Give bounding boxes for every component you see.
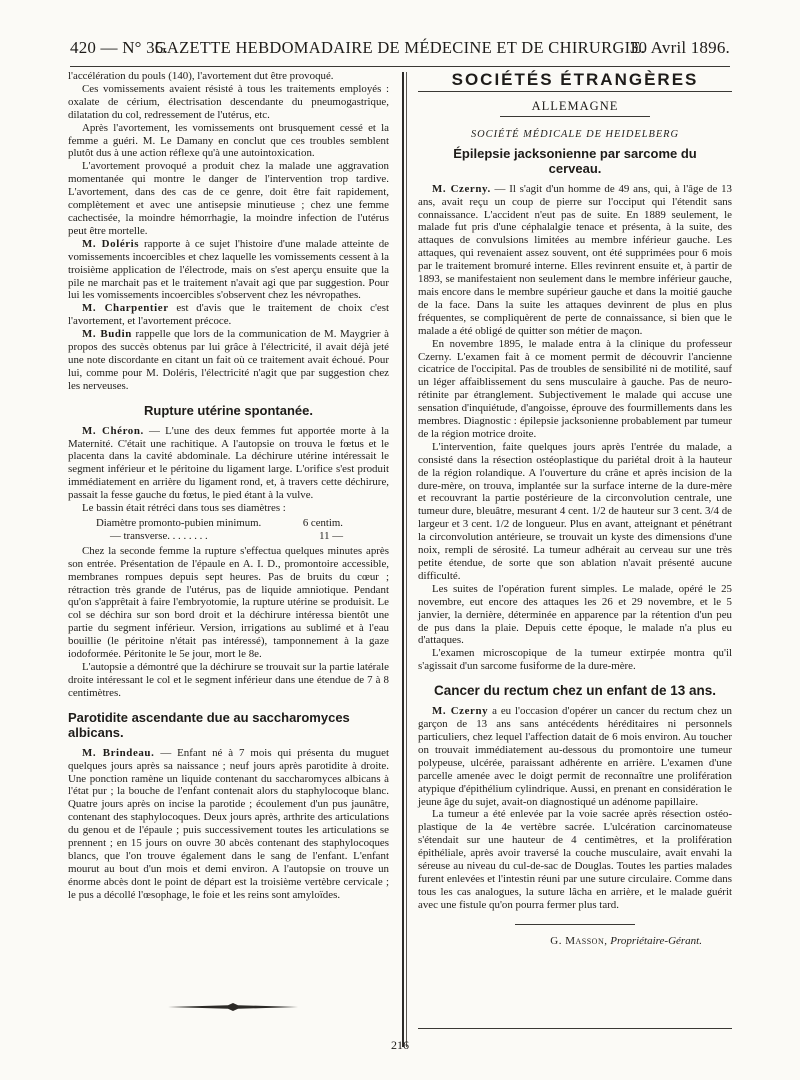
publisher-role: Propriétaire-Gérant. bbox=[607, 934, 702, 947]
paragraph: En novembre 1895, le malade entra à la clinique du professeur Czerny. L'examen fait à ce moment permit de découvrir l'ancienne cicatrice de l'occipital. Pas de troubles de sensibilité ni de motilité, sauf un léger affaiblissement du sens musculaire à gauche. Pas de neuro-rétinite par étranglement. Subjectivement le malade qui accuse une sensation d'inquiétude, d'angoisse, éprouve des fourmillements dans les membres. Diagnostic : épilepsie jacksonienne probablement par tumeur de la région motrice droite. bbox=[418, 337, 732, 440]
paragraph: L'examen microscopique de la tumeur extirpée montra qu'il s'agissait d'un sarcome fusiforme de la dure-mère. bbox=[418, 647, 732, 673]
paragraph-budin bbox=[68, 328, 389, 393]
speaker-name: M. Chéron. bbox=[82, 424, 144, 437]
section-header-societes bbox=[418, 72, 732, 142]
paragraph: l'accélération du pouls (140), l'avortement dut être provoqué. bbox=[68, 70, 334, 82]
paragraph-czerny-2 bbox=[418, 705, 732, 808]
speaker-name: M. Budin bbox=[82, 328, 132, 341]
paragraph-text: rapporte à ce sujet l'histoire d'une malade atteinte de vomissements incoercibles et chez laquelle les vomissements cessent à la troisième application de l'électrode, mais on s'est aperçu ensuite que la pile ne marchait pas et le traitement n'avait agi que par suggestion. Pour lui les vomissements incoercibles s'observent chez les névropathes. bbox=[68, 237, 389, 302]
section-title-epilepsie: Épilepsie jacksonienne par sarcome du cerveau. bbox=[453, 145, 697, 176]
country-heading: ALLEMAGNE bbox=[500, 100, 650, 117]
societes-title: SOCIÉTÉS ÉTRANGÈRES bbox=[418, 72, 732, 92]
column-divider-thin bbox=[406, 72, 407, 1047]
speaker-name: M. Doléris bbox=[82, 237, 140, 250]
paragraph-doleris bbox=[68, 238, 389, 303]
paragraph-charpentier bbox=[68, 302, 389, 328]
paragraph-brindeau bbox=[68, 747, 389, 902]
speaker-name: M. Czerny. bbox=[432, 182, 491, 195]
paragraph-text: rappelle que lors de la communication de M. Maygrier à propos des succès obtenus par lui grâce à l'électricité, il avait déjà jeté une note discordante en citant un fait où ce traitement avait échoué. Pour lui, comme pour M. Doléris, l'électricité n'agit que par suggestion chez les nerveuses. bbox=[68, 328, 389, 392]
paragraph: Le bassin était rétréci dans tous ses diamètres : bbox=[82, 502, 286, 515]
paragraph: L'avortement provoqué a produit chez la malade une aggravation momentanée qui montre le danger de l'intervention trop tardive. L'avortement, dans des cas de ce genre, doit être fait rapidement, complètement et avec une antisepsie minutieuse ; chez une femme cachectisée, la moindre hémorrhagie, la moindre infection de l'utérus peut être mortelle. bbox=[68, 160, 389, 237]
paragraph: L'autopsie a démontré que la déchirure se trouvait sur la partie latérale droite intéressant le col et le segment inférieur dans une étendue de 7 à 8 centimètres. bbox=[68, 660, 389, 699]
paragraph-czerny bbox=[418, 183, 732, 338]
paragraph-text: a eu l'occasion d'opérer un cancer du rectum chez un garçon de 13 ans sans antécédents héréditaires ni personnels particuliers, chez lequel l'affection datait de 6 mois environ. Au toucher on trouvait immédiatement au-dessous du promontoire une tumeur polypeuse, ulcérée, paraissant adhérente en arrière. L'examen d'une parcelle amenée avec le doigt permit de reconnaître une prolifération atypique d'épithélium cylindrique. Aussi, en prenant en considération le jeune âge du sujet, avait-on diagnostiqué un adénome papillaire. bbox=[418, 705, 732, 808]
speaker-name: M. Czerny bbox=[432, 705, 489, 718]
paragraph: Les suites de l'opération furent simples. Le malade, opéré le 25 novembre, eut encore des attaques les 26 et 29 novembre, et le 5 janvier, la dernière, déterminée en apparence par la rétention d'un peu de pus dans la plaie. Depuis cette époque, le malade n'a plus eu d'attaques. bbox=[418, 582, 732, 647]
paragraph: Après l'avortement, les vomissements ont brusquement cessé et la femme a guéri. M. Le Damany en conclut que ces troubles semblent plutôt dus à une action réflexe qu'à une autointoxication. bbox=[68, 121, 389, 160]
bottom-rule bbox=[418, 1028, 732, 1029]
measurement-value: 6 centim. bbox=[302, 517, 343, 529]
page-header bbox=[70, 38, 730, 64]
header-rule bbox=[70, 66, 730, 67]
measurement-label: — transverse. . . . . . . . bbox=[110, 529, 208, 542]
page-number: 216 bbox=[391, 1038, 409, 1052]
measurement-row bbox=[68, 530, 389, 543]
paragraph: La tumeur a été enlevée par la voie sacrée après résection ostéo-plastique de la 4e vertèbre sacrée. L'ulcération carcinomateuse s'étendait sur une hauteur de 4 centimètres, et la prolifération épithéliale, après avoir traversé la couche musculaire, avait envahi la séreuse au niveau du cul-de-sac de Douglas. Toutes les parties malades furent enlevées et l'intestin réuni par une suture circulaire. Comme dans tous les cas analogues, la suture lâcha en arrière, et le malade guérit avec une fistule qu'on pourra fermer plus tard. bbox=[418, 808, 732, 911]
measurement-row bbox=[68, 517, 389, 530]
signature bbox=[418, 935, 732, 948]
paragraph: Ces vomissements avaient résisté à tous les traitements employés : oxalate de cérium, électrisation descendante du pneumogastrique, dilatation du col, redressement de l'utérus, etc. bbox=[68, 82, 389, 121]
right-column bbox=[418, 70, 732, 948]
publisher-name: G. Masson, bbox=[550, 934, 608, 947]
speaker-name: M. Brindeau. bbox=[82, 746, 155, 759]
measurement-value: 11 — bbox=[319, 529, 343, 542]
left-column bbox=[68, 70, 389, 902]
paragraph: L'intervention, faite quelques jours après l'entrée du malade, a consisté dans la résection ostéoplastique du pariétal droit à la hauteur de la région rolandique. A l'ouverture du crâne et après incision de la dure-mère, on trouva, implantée sur la surface interne de la dure-mère et recouvrant la partie postérieure de la circonvolution centrale, une tumeur dure, bleuâtre, mesurant 4 cent. 1/2 de hauteur sur 3 cent. 3/4 de largeur et 3 cent. 1/2 de longueur. Plus en avant, atteignant et pénétrant la circonvolution antérieure, se trouvait un kyste des dimensions d'une noix, rempli de sérosité. La tumeur adhérait au cerveau sur une très petite étendue, de sorte que son ablation n'avait présenté aucune difficulté. bbox=[418, 440, 732, 582]
column-divider bbox=[402, 72, 404, 1047]
paragraph-cheron bbox=[68, 425, 389, 502]
journal-title: GAZETTE HEBDOMADAIRE DE MÉDECINE ET DE CHIRURGIE. bbox=[154, 38, 646, 57]
section-title-rupture: Rupture utérine spontanée. bbox=[143, 402, 314, 418]
section-title-parotidite: Parotidite ascendante due au saccharomyces albicans. bbox=[68, 709, 350, 740]
ornament-rule bbox=[168, 1002, 298, 1012]
speaker-name: M. Charpentier bbox=[82, 302, 169, 315]
section-title-cancer: Cancer du rectum chez un enfant de 13 ans. bbox=[433, 683, 717, 699]
paragraph-text: est d'avis que le traitement de choix c'est l'avortement, et l'avortement précoce. bbox=[68, 302, 390, 328]
paragraph-text: — Enfant né à 7 mois qui présenta du muguet quelques jours après sa naissance ; neuf jours après parotidite à droite. Une ponction ramène un liquide contenant du saccharomyces albicans à l'état pur ; la bouche de l'enfant contenait alors du staphylocoque blanc. Quatre jours après on incise la parotide ; écoulement d'un pus jaunâtre, contenant des staphylocoques. Deux jours après, arthrite des articulations du genou et de l'épaule ; puis successivement toutes les articulations se prennent ; en 15 jours on ouvre 30 abcès contenant des staphylocoques blancs, que l'on trouve également dans le sang de l'enfant. L'enfant mourut au bout d'un mois et demi environ. A l'autopsie on trouve un énorme abcès dont le point de départ est la troisième vertèbre cervicale ; le pus a décollé l'œsophage, le foie et les reins sont amyloïdes. bbox=[68, 746, 389, 901]
paragraph: Chez la seconde femme la rupture s'effectua quelques minutes après son entrée. Présentation de l'épaule en A. I. D., promontoire accessible, membranes rompues depuis sept heures. Pas de bruits du cœur ; rétraction très grande de l'utérus, pas de liquide amniotique. Pendant qu'on s'apprêtait à faire l'embryotomie, la rupture utérine se produisit. Le col se déchira sur son bord droit et la déchirure intéressa bientôt une partie du segment inférieur. Version, irrigations au sublimé et à l'eau bouillie (le péritoine n'était pas intéressé), tamponnement à la gaze iodoformée. Péritonite le 5e jour, mort le 8e. bbox=[68, 544, 389, 661]
signature-rule bbox=[515, 924, 635, 925]
paragraph-text: — Il s'agit d'un homme de 49 ans, qui, à l'âge de 13 ans, avait reçu un coup de pierre sur l'occiput qui l'étendit sans connaissance. L'accident n'eut pas de suite. En 1889 seulement, le malade fut pris d'une céphalalgie tenace et présenta, à la suite, des attaques de convulsions limitées au membre inférieur gauche. Les attaques, qui revenaient assez souvent, ont été supprimées pour 6 mois par le traitement bromuré interne. Elles revinrent ensuite et, à partir de 1893, se manifestaient non seulement dans le membre inférieur gauche, mais encore dans le membre supérieur gauche et dans la moitié gauche de la face. Dans la suite les attaques devinrent de plus en plus fréquentes, se compliquèrent de perte de connaissance, si bien que le malade a été obligé de quitter son métier de maçon. bbox=[418, 182, 732, 337]
society-name: SOCIÉTÉ MÉDICALE DE HEIDELBERG bbox=[470, 128, 680, 140]
paragraph-text: — L'une des deux femmes fut apportée morte à la Maternité. C'était une rachitique. A l'autopsie on trouva le fœtus et le placenta dans la cavité abdominale. La déchirure utérine intéressait le segment inférieur et le péritoine du ligament large. L'orifice s'est produit immédiatement en arrière du ligament rond, et, à travers cette déchirure, passait la fesse gauche du fœtus, le pied étant à la vulve. bbox=[68, 424, 389, 502]
page-label: 420 — N° 35. bbox=[70, 38, 168, 57]
issue-date: 30 Avril 1896. bbox=[629, 38, 730, 57]
measurement-label: Diamètre promonto-pubien minimum. bbox=[96, 517, 262, 529]
